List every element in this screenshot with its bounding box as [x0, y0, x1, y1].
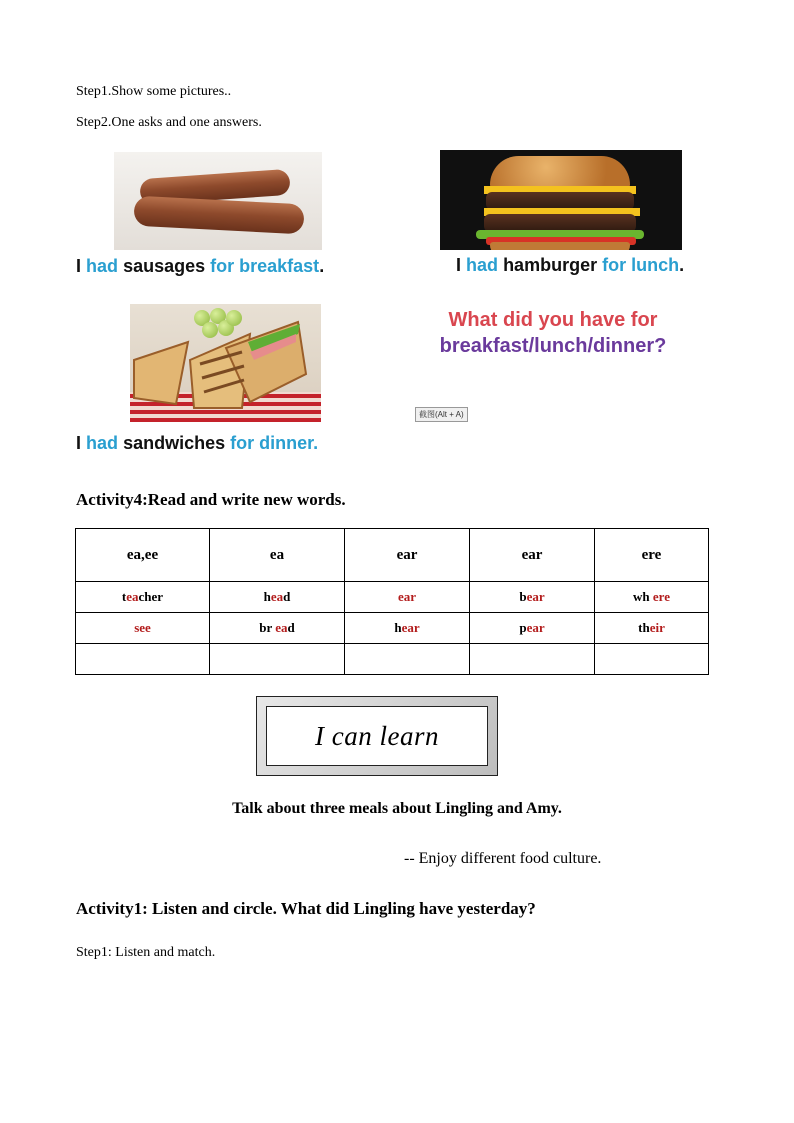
empty-cell[interactable]	[595, 644, 709, 675]
word-cell: see	[76, 613, 210, 644]
header-cell: ea	[210, 529, 345, 582]
question-line2: breakfast/lunch/dinner?	[439, 335, 667, 357]
word-cell: hear	[345, 613, 470, 644]
word-table	[75, 528, 709, 675]
header-cell: ear	[345, 529, 470, 582]
word-cell: their	[595, 613, 709, 644]
learn-box-label: I can learn	[266, 706, 488, 766]
word-cell: bear	[470, 582, 595, 613]
table-header-row	[76, 529, 709, 582]
empty-cell[interactable]	[210, 644, 345, 675]
sandwiches-image	[130, 304, 321, 422]
activity1-step1: Step1: Listen and match.	[76, 945, 216, 960]
dinner-caption: I had sandwiches for dinner.	[76, 433, 319, 453]
empty-cell[interactable]	[345, 644, 470, 675]
empty-cell[interactable]	[470, 644, 595, 675]
word-cell: head	[210, 582, 345, 613]
header-cell: ere	[595, 529, 709, 582]
header-cell: ear	[470, 529, 595, 582]
screenshot-button[interactable]: 截图(Alt + A)	[415, 407, 468, 422]
step1-text: Step1.Show some pictures..	[76, 84, 232, 99]
table-row	[76, 613, 709, 644]
question-line1: What did you have for	[448, 309, 658, 331]
meal-question	[418, 309, 688, 358]
word-cell: ear	[345, 582, 470, 613]
word-cell: br ead	[210, 613, 345, 644]
empty-cell[interactable]	[76, 644, 210, 675]
lunch-caption: I had hamburger for lunch.	[456, 255, 685, 275]
table-row-empty	[76, 644, 709, 675]
activity4-title: Activity4:Read and write new words.	[76, 490, 346, 509]
step2-text: Step2.One asks and one answers.	[76, 115, 262, 130]
header-cell: ea,ee	[76, 529, 210, 582]
activity1-title: Activity1: Listen and circle. What did Lingling have yesterday?	[76, 899, 536, 918]
breakfast-caption: I had sausages for breakfast.	[76, 256, 325, 276]
table-row	[76, 582, 709, 613]
sausages-image	[114, 152, 322, 250]
goal-text: Talk about three meals about Lingling and Amy.	[232, 800, 562, 817]
motto-text: -- Enjoy different food culture.	[404, 850, 602, 867]
hamburger-image	[440, 150, 682, 250]
word-cell: wh ere	[595, 582, 709, 613]
learn-box	[256, 696, 498, 776]
word-cell: pear	[470, 613, 595, 644]
word-cell: teacher	[76, 582, 210, 613]
